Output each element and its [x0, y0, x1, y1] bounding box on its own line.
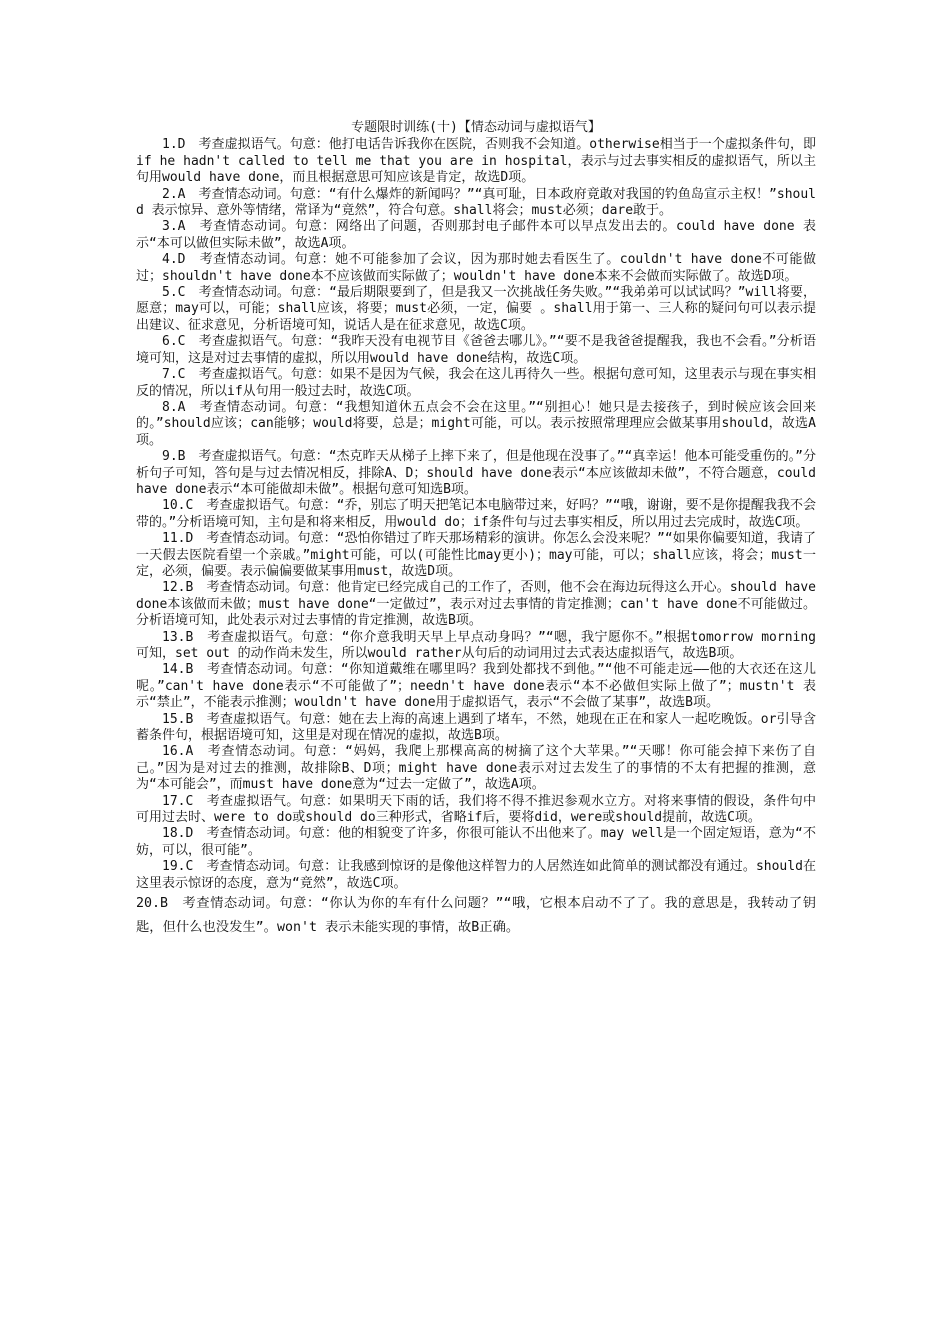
answer-item-10: 10.C 考查虚拟语气。句意：“乔，别忘了明天把笔记本电脑带过来，好吗？”“哦，谢谢，要不是你提醒我我不会带的。”分析语境可知，主句是和将来相反，用would do；if条件句与过去事实相反，所以用过去完成时，故选C项。 — [136, 498, 816, 530]
answer-item-2: 2.A 考查情态动词。句意：“有什么爆炸的新闻吗？”“真可耻，日本政府竟敢对我国的钓鱼岛宣示主权！”should 表示惊异、意外等情绪，常译为“竟然”，符合句意。shall将会；must必须；dare敢于。 — [136, 186, 816, 219]
answer-item-14: 14.B 考查情态动词。句意：“你知道戴维在哪里吗？我到处都找不到他。”“他不可能走远——他的大衣还在这儿呢。”can't have done表示“不可能做了”；needn't have done表示“本不必做但实际上做了”；mustn't 表示“禁止”，不能表示推测；wouldn't have done用于虚拟语气，表示“不会做了某事”，故选B项。 — [136, 662, 816, 711]
document-title: 专题限时训练(十)【情态动词与虚拟语气】 — [351, 120, 601, 135]
answer-item-11: 11.D 考查情态动词。句意：“恐怕你错过了昨天那场精彩的演讲。你怎么会没来呢？”“如果你偏要知道，我请了一天假去医院看望一个亲戚。”might可能，可以(可能性比may更小)；may可能，可以；shall应该，将会；must一定，必须，偏要。表示偏偏要做某事用must，故选D项。 — [136, 531, 816, 579]
answer-item-15: 15.B 考查虚拟语气。句意：她在去上海的高速上遇到了堵车，不然，她现在正在和家人一起吃晚饭。or引导含蓄条件句，根据语境可知，这里是对现在情况的虚拟，故选B项。 — [136, 711, 816, 744]
document-page — [136, 120, 816, 940]
answer-list — [136, 137, 816, 940]
answer-item-7: 7.C 考查虚拟语气。句意：如果不是因为气候，我会在这儿再待久一些。根据句意可知，这里表示与现在事实相反的情况，所以if从句用一般过去时，故选C项。 — [136, 367, 816, 399]
answer-item-17: 17.C 考查虚拟语气。句意：如果明天下雨的话，我们将不得不推迟参观水立方。对将来事情的假设，条件句中可用过去时、were to do或should do三种形式，省略if后，要将did，were或should提前，故选C项。 — [136, 793, 816, 826]
answer-item-1: 1.D 考查虚拟语气。句意：他打电话告诉我你在医院，否则我不会知道。otherwise相当于一个虚拟条件句，即if he hadn't called to tell me that you are in hospital，表示与过去事实相反的虚拟语气，所以主句用would have done，而且根据意思可知应该是肯定，故选D项。 — [136, 137, 816, 186]
answer-item-3: 3.A 考查情态动词。句意：网络出了问题，否则那封电子邮件本可以早点发出去的。could have done 表示“本可以做但实际未做”，故选A项。 — [136, 219, 816, 251]
answer-item-5: 5.C 考查情态动词。句意：“最后期限要到了，但是我又一次挑战任务失败。”“我弟弟可以试试吗？”will将要，愿意；may可以，可能；shall应该，将要；must必须，一定，偏要 。shall用于第一、三人称的疑问句可以表示提出建议、征求意见，分析语境可知，说话人是在征求意见，故选C项。 — [136, 285, 816, 333]
answer-item-18: 18.D 考查情态动词。句意：他的相貌变了许多，你很可能认不出他来了。may well是一个固定短语，意为“不妨，可以，很可能”。 — [136, 826, 816, 858]
answer-item-20: 20.B 考查情态动词。句意：“你认为你的车有什么问题？”“哦，它根本启动不了了。我的意思是，我转动了钥匙，但什么也没发生”。won't 表示未能实现的事情，故B正确。 — [136, 896, 816, 936]
answer-item-13: 13.B 考查虚拟语气。句意：“你介意我明天早上早点动身吗？”“嗯，我宁愿你不。”根据tomorrow morning 可知，set out 的动作尚未发生，所以would rather从句后的动词用过去式表达虚拟语气，故选B项。 — [136, 629, 816, 661]
answer-item-8: 8.A 考查情态动词。句意：“我想知道休五点会不会在这里。”“别担心！她只是去接孩子，到时候应该会回来的。”should应该；can能够；would将要，总是；might可能，可以。表示按照常理理应会做某事用should，故选A项。 — [136, 399, 816, 448]
answer-item-19: 19.C 考查情态动词。句意：让我感到惊讶的是像他这样智力的人居然连如此简单的测试都没有通过。should在这里表示惊讶的态度，意为“竟然”，故选C项。 — [136, 859, 816, 891]
answer-item-9: 9.B 考查虚拟语气。句意：“杰克昨天从梯子上摔下来了，但是他现在没事了。”“真幸运！他本可能受重伤的。”分析句子可知，答句是与过去情况相反，排除A、D；should have done表示“本应该做却未做”，不符合题意，could have done表示“本可能做却未做”。根据句意可知选B项。 — [136, 449, 816, 497]
answer-item-16: 16.A 考查情态动词。句意：“妈妈，我爬上那棵高高的树摘了这个大苹果。”“天哪！你可能会掉下来伤了自己。”因为是对过去的推测，故排除B、D项；might have done表示对过去发生了的事情的不太有把握的推测，意为“本可能会”，而must have done意为“过去一定做了”，故选A项。 — [136, 744, 816, 793]
answer-item-6: 6.C 考查虚拟语气。句意：“我昨天没有电视节目《爸爸去哪儿》。”“要不是我爸爸提醒我，我也不会看。”分析语境可知，这是对过去事情的虚拟，所以用would have done结构，故选C项。 — [136, 334, 816, 366]
answer-item-12: 12.B 考查情态动词。句意：他肯定已经完成自己的工作了，否则，他不会在海边玩得这么开心。should have done本该做而未做；must have done“一定做过”，表示对过去事情的肯定推测；can't have done不可能做过。分析语境可知，此处表示对过去事情的肯定推测，故选B项。 — [136, 580, 816, 629]
answer-item-4: 4.D 考查情态动词。句意：她不可能参加了会议，因为那时她去看医生了。couldn't have done不可能做过；shouldn't have done本不应该做而实际做了；wouldn't have done本来不会做而实际做了。故选D项。 — [136, 252, 816, 284]
